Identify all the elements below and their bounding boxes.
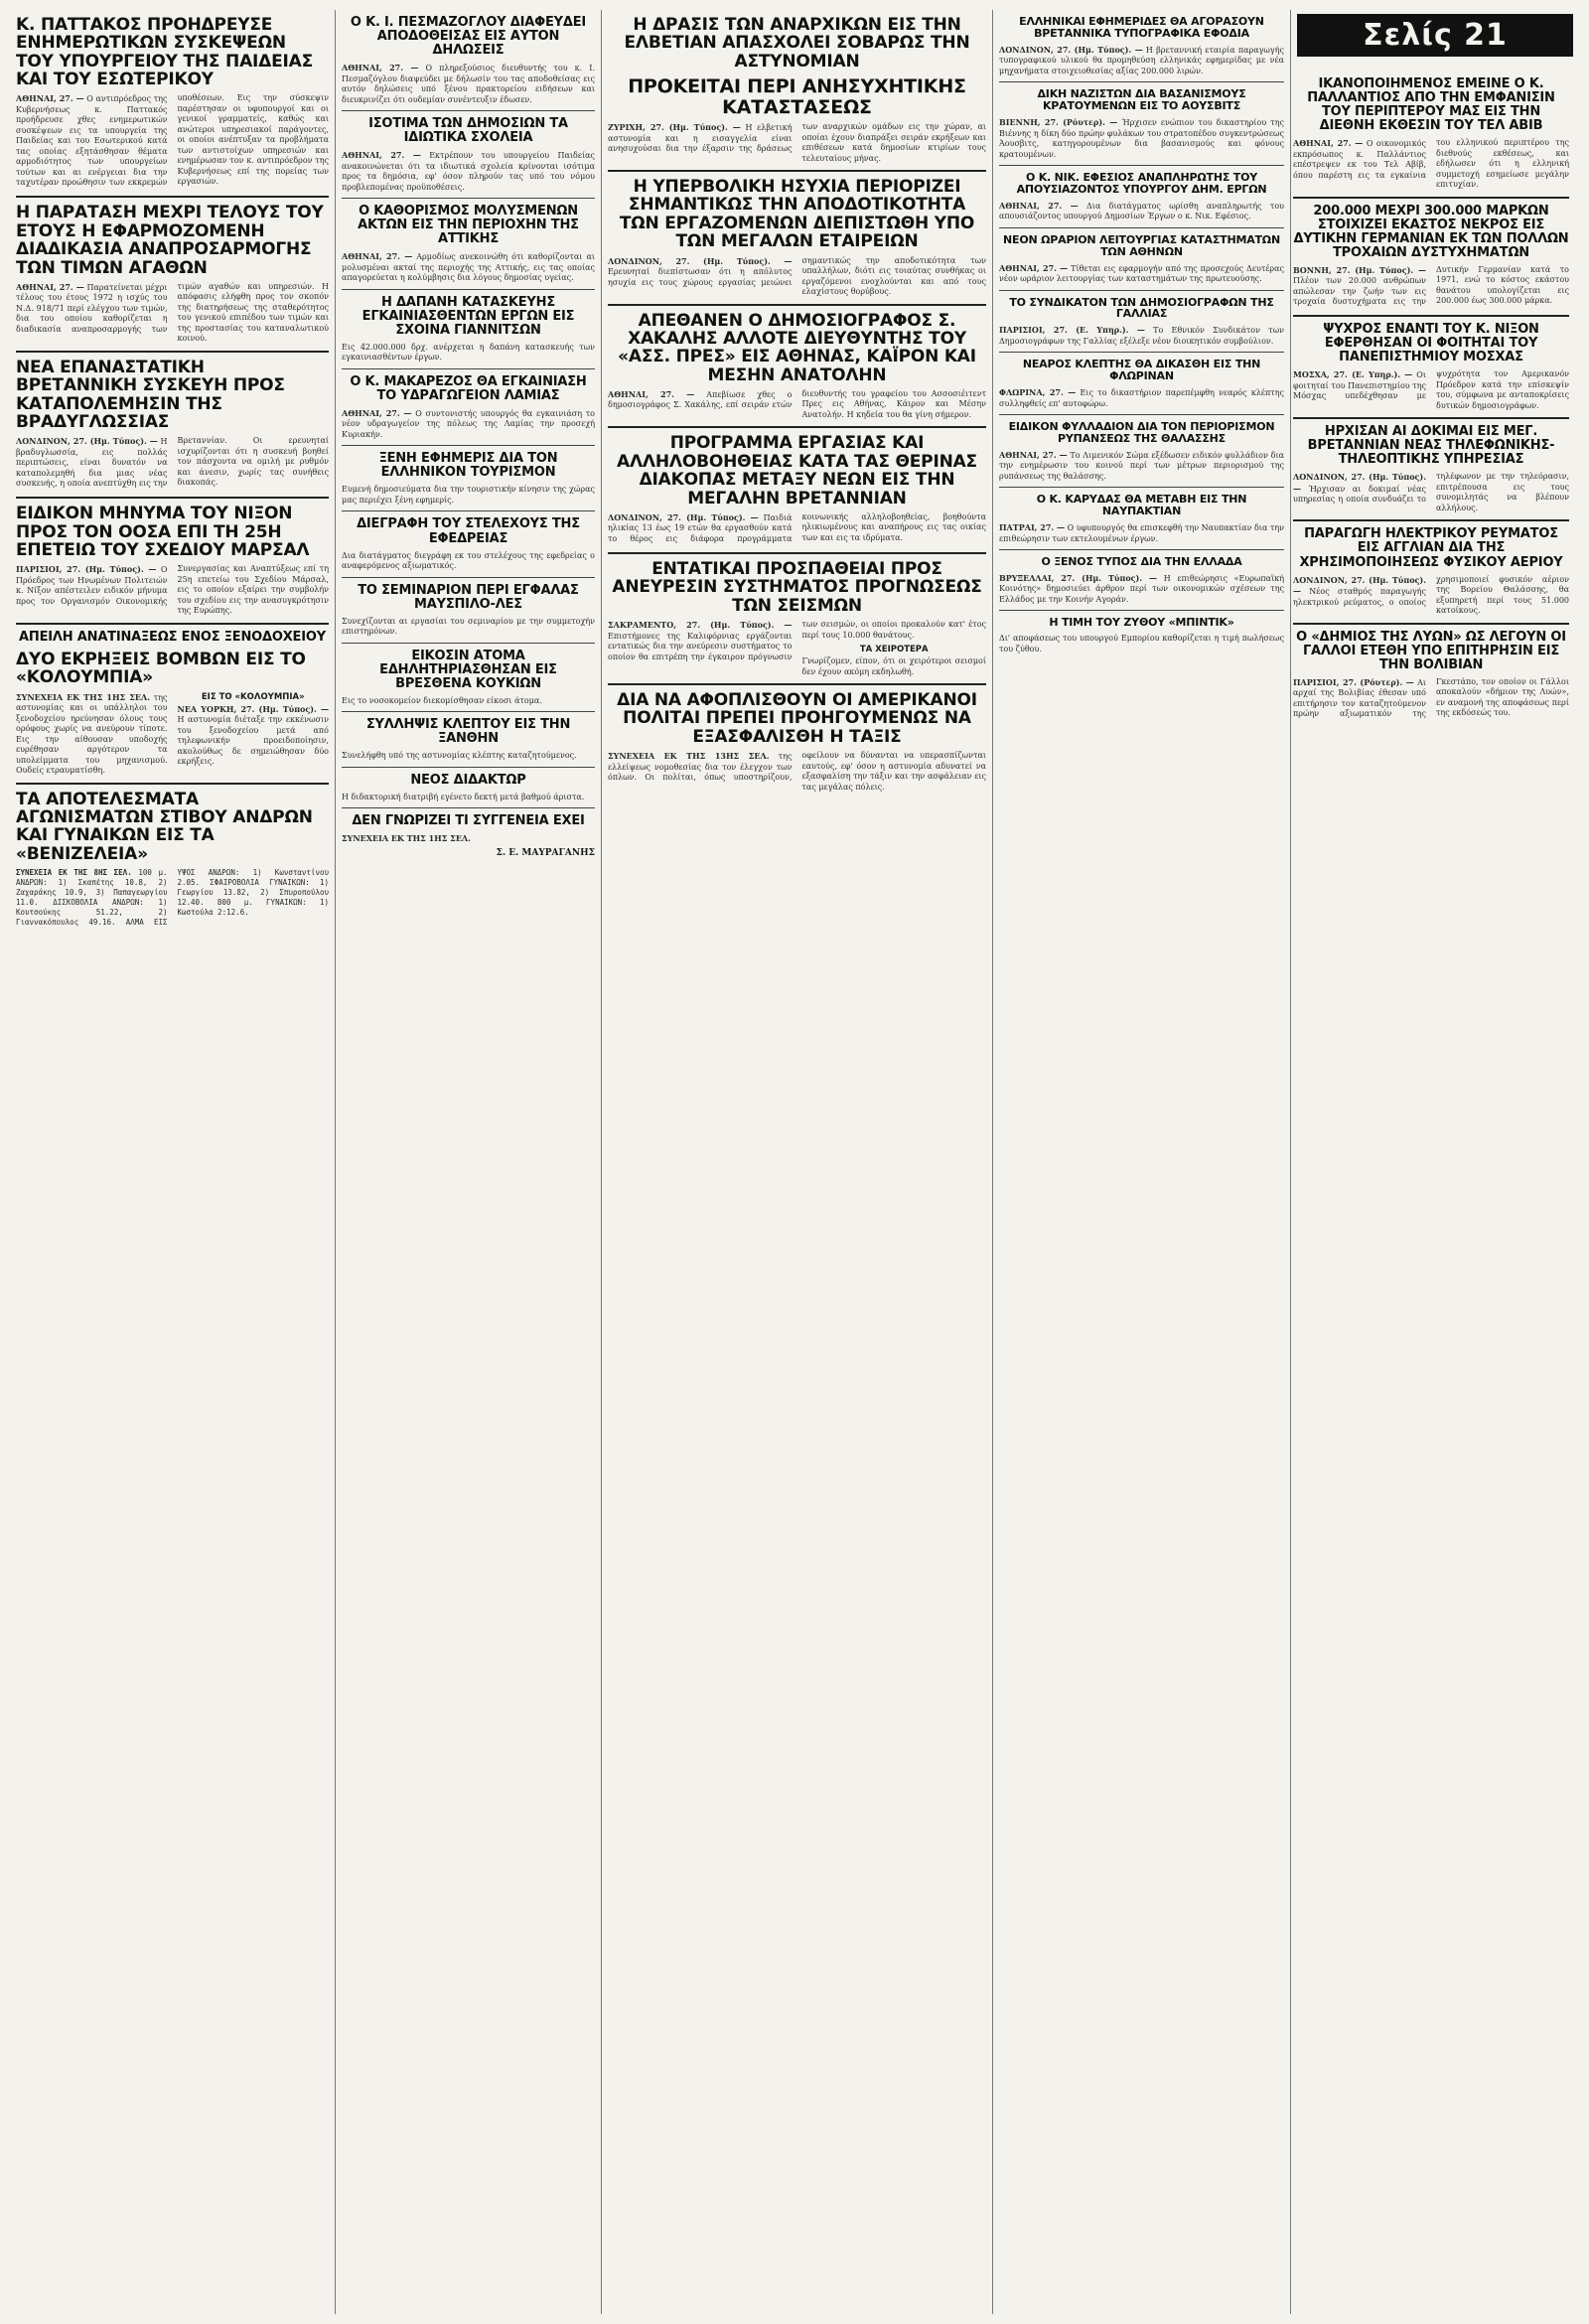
article-text: Επιστήμονες της Καλιφόρνιας εργάζονται εντατικώς δια την ανεύρεσιν συστήματος το οποίον θα επιτρέπη την έγκαιρον πρόγνωσιν των σεισμών, οι οποίοι προκαλούν κατ' έτος περί τους 10.000 θανάτους. — [608, 620, 986, 661]
dateline: ΑΘΗΝΑΙ, 27. — — [342, 407, 412, 418]
dateline: ΛΟΝΔΙΝΟΝ, 27. (Ημ. Τύπος). — — [1293, 472, 1426, 494]
article-text: Η διδακτορική διατριβή εγένετο δεκτή μετά βαθμού άριστα. — [342, 792, 585, 801]
dateline: ΑΘΗΝΑΙ, 27. — — [999, 262, 1069, 273]
article-text: Ο πληρεξούσιος διευθυντής του κ. Ι. Πεσμαζόγλου διαψεύδει με δήλωσίν του τας αποδοθείσας εις αυτόν δηλώσεις υπό ξένου πρακτορείου ειδήσεων και διευκρινίζει ότι ουδεμίαν συνέντευξιν έδωσεν. — [342, 64, 595, 104]
dateline: ΛΟΝΔΙΝΟΝ, 27. (Ημ. Τύπος). — — [608, 255, 793, 266]
article-body — [1293, 575, 1569, 617]
divider — [1293, 197, 1569, 199]
dateline: ΑΘΗΝΑΙ, 27. — — [342, 63, 419, 73]
divider — [608, 304, 986, 306]
dateline: ΒΟΝΝΗ, 27. (Ημ. Τύπος). — — [1293, 264, 1426, 275]
divider — [16, 497, 329, 499]
headline: Η ΤΙΜΗ ΤΟΥ ΖΥΘΟΥ «ΜΠΙΝΤΙΚ» — [1049, 616, 1234, 630]
headline: ΕΝΤΑΤΙΚΑΙ ΠΡΟΣΠΑΘΕΙΑΙ ΠΡΟΣ ΑΝΕΥΡΕΣΙΝ ΣΥΣΤΗΜΑΤΟΣ ΠΡΟΓΝΩΣΕΩΣ ΤΩΝ ΣΕΙΣΜΩΝ — [612, 558, 982, 616]
dateline: ΒΡΥΞΕΛΛΑΙ, 27. (Ημ. Τύπος). — — [999, 572, 1158, 583]
column-3 — [602, 10, 993, 2314]
article-body — [608, 620, 986, 677]
divider — [1293, 417, 1569, 419]
article-text: της ελλείψεως νομοθεσίας δια τον έλεγχον των όπλων. Οι πολίται, όπως υποστηρίζουν, οφείλουν να δύνανται να υπερασπίζωνται εαυτούς, εφ' όσον η αστυνομία αδυνατεί να εξασφαλίση την τάξιν και την ασφάλειαν εις τας μεγάλας πόλεις. — [608, 751, 986, 792]
article-text: Συνεχίζονται αι εργασίαι του σεμιναρίου με την συμμετοχήν επιστημόνων. — [342, 616, 595, 637]
article-text: Η βραδυγλωσσία, εις πολλάς περιπτώσεις, είναι δυνατόν να καταπολεμηθή δια μιας νέας συσκευής, η οποία ανεπτύχθη εις την Βρεταννίαν. Οι ερευνηταί ισχυρίζονται ότι η συσκευή βοηθεί τον πάσχοντα να ομιλή με ρυθμόν και άνεσιν, χωρίς τας συνήθεις διακοπάς. — [16, 436, 329, 489]
article-text: Η ελβετική αστυνομία και η εισαγγελία είναι ανησυχούσαι δια την έξαρσιν της δράσεως των αναρχικών ομάδων εις την χώραν, αι οποίαι έχουν διαπράξει σειράν εκρήξεων και επιθέσεων κατά δημοσίων κτιρίων τους τελευταίους μήνας. — [608, 122, 986, 163]
article-text: Ο οικονομικός εκπρόσωπος κ. Παλλάντιος επέστρεψεν εκ του Τελ Αβίβ, όπου παρέστη εις τα εγκαίνια του ελληνικού περιπτέρου της διεθνούς εκθέσεως, και εδήλωσεν ότι η ελληνική συμμετοχή εσημείωσε μεγάλην επιτυχίαν. — [1293, 138, 1569, 190]
headline: ΞΕΝΗ ΕΦΗΜΕΡΙΣ ΔΙΑ ΤΟΝ ΕΛΛΗΝΙΚΟΝ ΤΟΥΡΙΣΜΟΝ — [378, 451, 558, 481]
article-text: Οι φοιτηταί του Πανεπιστημίου της Μόσχας υπεδέχθησαν με ψυχρότητα τον Αμερικανόν Πρόεδρον κατά την επίσκεψίν του, σύμφωνα με ανταποκρίσεις δυτικών δημοσιογράφων. — [1293, 369, 1569, 410]
byline: Σ. Ε. ΜΑΥΡΑΓΑΝΗΣ — [496, 847, 595, 858]
dateline: ΠΑΤΡΑΙ, 27. — — [999, 522, 1065, 532]
article-text: Συνελήφθη υπό της αστυνομίας κλέπτης καταζητούμενος. — [342, 751, 577, 761]
continuation-note: ΣΥΝΕΧΕΙΑ ΕΚ ΤΗΣ 8ΗΣ ΣΕΛ. — [16, 868, 132, 878]
article-body — [608, 512, 986, 546]
dateline: ΜΟΣΧΑ, 27. (Ε. Υπηρ.). — — [1293, 369, 1413, 380]
article-text: Εκτρέπουν του υπουργείου Παιδείας ανακοινώνεται ότι τα ιδιωτικά σχολεία κρίνονται ισότιμα προς τα δημόσια, εφ' όσον πληρούν τας υπό του νόμου προβλεπομένας προϋποθέσεις. — [342, 151, 595, 192]
article-text: Αρμοδίως ανεκοινώθη ότι καθορίζονται αι μολυσμέναι ακταί της περιοχής της Αττικής, εις τας οποίας απαγορεύεται η κολύμβησις δια λόγους δημοσίας υγείας. — [342, 252, 595, 283]
headline: ΝΕΑ ΕΠΑΝΑΣΤΑΤΙΚΗ ΒΡΕΤΑΝΝΙΚΗ ΣΥΣΚΕΥΗ ΠΡΟΣ ΚΑΤΑΠΟΛΕΜΗΣΙΝ ΤΗΣ ΒΡΑΔΥΓΛΩΣΣΙΑΣ — [16, 357, 285, 432]
divider — [999, 165, 1284, 166]
article-text: Εις το νοσοκομείον διεκομίσθησαν είκοσι άτομα. — [342, 695, 542, 705]
divider — [16, 196, 329, 198]
article-text: Δια διατάγματος ωρίσθη αναπληρωτής του απουσιάζοντος υπουργού Δημοσίων Έργων ο κ. Νικ. Εφέσιος. — [999, 201, 1284, 221]
divider — [999, 81, 1284, 82]
headline: ΤΑ ΑΠΟΤΕΛΕΣΜΑΤΑ ΑΓΩΝΙΣΜΑΤΩΝ ΣΤΙΒΟΥ ΑΝΔΡΩΝ ΚΑΙ ΓΥΝΑΙΚΩΝ ΕΙΣ ΤΑ «ΒΕΝΙΖΕΛΕΙΑ» — [16, 789, 313, 864]
article-body — [16, 692, 329, 777]
article-body — [1293, 677, 1569, 722]
dateline: ΛΟΝΔΙΝΟΝ, 27. (Ημ. Τύπος). — — [1293, 574, 1426, 597]
page-number-badge: Σελίς 21 — [1297, 14, 1573, 57]
headline: ΑΠΕΘΑΝΕΝ Ο ΔΗΜΟΣΙΟΓΡΑΦΟΣ Σ. ΧΑΚΑΛΗΣ ΑΛΛΟΤΕ ΔΙΕΥΘΥΝΤΗΣ ΤΟΥ «ΑΣΣ. ΠΡΕΣ» ΕΙΣ ΑΘΗΝΑΣ, ΚΑΪΡΟΝ ΚΑΙ ΜΕΣΗΝ ΑΝΑΤΟΛΗΝ — [618, 310, 976, 385]
divider — [16, 783, 329, 785]
headline: Ο ΞΕΝΟΣ ΤΥΠΟΣ ΔΙΑ ΤΗΝ ΕΛΛΑΔΑ — [1041, 555, 1242, 568]
divider — [342, 445, 595, 446]
headline: ΝΕΟΣ ΔΙΔΑΚΤΩΡ — [410, 772, 526, 788]
headline: ΔΥΟ ΕΚΡΗΞΕΙΣ ΒΟΜΒΩΝ ΕΙΣ ΤΟ «ΚΟΛΟΥΜΠΙΑ» — [16, 649, 306, 688]
article-text: Εις το δικαστήριον παρεπέμφθη νεαρός κλέπτης συλληφθείς επ' αυτοφώρω. — [999, 388, 1284, 408]
divider — [342, 767, 595, 768]
article-body — [16, 564, 329, 617]
dateline: ΑΘΗΝΑΙ, 27. — — [999, 449, 1068, 460]
divider — [999, 290, 1284, 291]
headline: ΑΠΕΙΛΗ ΑΝΑΤΙΝΑΞΕΩΣ ΕΝΟΣ ΞΕΝΟΔΟΧΕΙΟΥ — [19, 629, 326, 645]
divider — [342, 807, 595, 808]
headline: ΔΙΑ ΝΑ ΑΦΟΠΛΙΣΘΟΥΝ ΟΙ ΑΜΕΡΙΚΑΝΟΙ ΠΟΛΙΤΑΙ ΠΡΕΠΕΙ ΠΡΟΗΓΟΥΜΕΝΩΣ ΝΑ ΕΞΑΣΦΑΛΙΣΘΗ Η ΤΑΞΙΣ — [617, 690, 977, 747]
article-body — [16, 436, 329, 491]
dateline: ΑΘΗΝΑΙ, 27. — — [16, 281, 84, 292]
headline: Ο Κ. ΚΑΡΥΔΑΣ ΘΑ ΜΕΤΑΒΗ ΕΙΣ ΤΗΝ ΝΑΥΠΑΚΤΙΑΝ — [1036, 493, 1247, 518]
headline: ΔΙΕΓΡΑΦΗ ΤΟΥ ΣΤΕΛΕΧΟΥΣ ΤΗΣ ΕΦΕΔΡΕΙΑΣ — [357, 516, 580, 546]
dateline: ΠΑΡΙΣΙΟΙ, 27. (Ε. Υπηρ.). — — [999, 325, 1145, 336]
headline: ΙΚΑΝΟΠΟΙΗΜΕΝΟΣ ΕΜΕΙΝΕ Ο Κ. ΠΑΛΛΑΝΤΙΟΣ ΑΠΟ ΤΗΝ ΕΜΦΑΝΙΣΙΝ ΤΟΥ ΠΕΡΙΠΤΕΡΟΥ ΜΑΣ ΕΙΣ ΤΗΝ ΔΙΕΘΝΗ ΕΚΘΕΣΙΝ ΤΟΥ ΤΕΛ ΑΒΙΒ — [1307, 76, 1555, 134]
headline: ΝΕΑΡΟΣ ΚΛΕΠΤΗΣ ΘΑ ΔΙΚΑΣΘΗ ΕΙΣ ΤΗΝ ΦΛΩΡΙΝΑΝ — [1022, 358, 1261, 383]
article-text: Η επιθεώρησις «Ευρωπαϊκή Κοινότης» δημοσιεύει άρθρον περί των οικονομικών σχέσεων της Ελλάδος με την Κοινήν Αγοράν. — [999, 573, 1285, 604]
article-text: Η βρεταννική εταιρία παραγωγής τυπογραφικού υλικού θα προμηθεύση ελληνικάς εφημερίδας με νέα μηχανήματα στοιχειοθεσίας αξίας 200.000 λιρών. — [999, 45, 1284, 75]
divider — [342, 368, 595, 369]
headline: ΙΣΟΤΙΜΑ ΤΩΝ ΔΗΜΟΣΙΩΝ ΤΑ ΙΔΙΩΤΙΚΑ ΣΧΟΛΕΙΑ — [368, 116, 568, 146]
article-text: Εις 42.000.000 δρχ. ανέρχεται η δαπάνη κατασκευής των εγκαινιασθέντων έργων. — [342, 342, 595, 363]
article-text: Το Λιμενικόν Σώμα εξέδωσεν ειδικόν φυλλάδιον δια την ενημέρωσιν του κοινού περί των μέτρων περιορισμού της ρυπάνσεως της θαλάσσης. — [999, 450, 1285, 481]
divider — [608, 170, 986, 172]
headline: 200.000 ΜΕΧΡΙ 300.000 ΜΑΡΚΩΝ ΣΤΟΙΧΙΖΕΙ ΕΚΑΣΤΟΣ ΝΕΚΡΟΣ ΕΙΣ ΔΥΤΙΚΗΝ ΓΕΡΜΑΝΙΑΝ ΕΚ ΤΩΝ ΠΟΛΛΩΝ ΤΡΟΧΑΙΩΝ ΔΥΣΤΥΧΗΜΑΤΩΝ — [1293, 203, 1569, 260]
divider — [16, 623, 329, 625]
divider — [999, 414, 1284, 415]
divider — [608, 683, 986, 685]
dateline: ΠΑΡΙΣΙΟΙ, 27. (Ρόυτερ). — — [1293, 676, 1414, 687]
dateline: ΑΘΗΝΑΙ, 27. — — [16, 93, 84, 104]
article-text: Ήρχισεν ενώπιον του δικαστηρίου της Βιέννης η δίκη δύο πρώην φυλάκων του στρατοπέδου συγκεντρώσεως Άουσβιτς, κατηγορουμένων δια βασανισμούς και φόνους κρατουμένων. — [999, 118, 1285, 159]
dateline: ΖΥΡΙΧΗ, 27. (Ημ. Τύπος). — — [608, 122, 741, 133]
headline: ΤΟ ΣΕΜΙΝΑΡΙΟΝ ΠΕΡΙ ΕΓΦΑΛΑΣ ΜΑΥΣΠΙΛΟ-ΛΕΣ — [358, 582, 579, 612]
dateline: ΒΙΕΝΝΗ, 27. (Ρόυτερ). — — [999, 117, 1118, 127]
results-text: 100 μ. ΑΝΔΡΩΝ: 1) Σκαπέτης 10.8, 2) Ζαχαράκης 10.9, 3) Παπαγεωργίου 11.0. ΔΙΣΚΟΒΟΛΙΑ ΑΝΔΡΩΝ: 1) Κουτσούκης 51.22, 2) Γιαννακόπουλος 49.16. ΑΛΜΑ ΕΙΣ ΥΨΟΣ ΑΝΔΡΩΝ: 1) Κωνσταντίνου 2.05. ΣΦΑΙΡΟΒΟΛΙΑ ΓΥΝΑΙΚΩΝ: 1) Γεωργίου 13.82, 2) Σπυροπούλου 12.40. 800 μ. ΓΥΝΑΙΚΩΝ: 1) Κωστούλα 2:12.6. — [16, 868, 329, 928]
headline: ΕΛΛΗΝΙΚΑΙ ΕΦΗΜΕΡΙΔΕΣ ΘΑ ΑΓΟΡΑΣΟΥΝ ΒΡΕΤΑΝΝΙΚΑ ΤΥΠΟΓΡΑΦΙΚΑ ΕΦΟΔΙΑ — [1019, 15, 1264, 40]
article-text: Ερευνηταί διεπίστωσαν ότι η απόλυτος ησυχία εις τους χώρους εργασίας μειώνει σημαντικώς την αποδοτικότητα των υπαλλήλων, διότι εις τοιαύτας συνθήκας οι εργαζόμενοι ενοχλούνται και από τους ελαχίστους θορύβους. — [608, 255, 986, 297]
article-body — [608, 389, 986, 421]
divider — [1293, 315, 1569, 317]
subheading: ΤΑ ΧΕΙΡΟΤΕΡΑ — [859, 645, 929, 654]
headline: Ο Κ. Ι. ΠΕΣΜΑΖΟΓΛΟΥ ΔΙΑΦΕΥΔΕΙ ΑΠΟΔΟΘΕΙΣΑΣ ΕΙΣ ΑΥΤΟΝ ΔΗΛΩΣΕΙΣ — [350, 15, 587, 59]
divider — [342, 711, 595, 712]
dateline: ΑΘΗΝΑΙ, 27. — — [608, 388, 695, 399]
article-text: Τίθεται εις εφαρμογήν από της προσεχούς Δευτέρας νέον ωράριον λειτουργίας των καταστημάτων της πρωτευούσης. — [999, 263, 1284, 283]
dateline: ΛΟΝΔΙΝΟΝ, 27. (Ημ. Τύπος). — — [999, 44, 1143, 55]
article-text: Απεβίωσε χθες ο δημοσιογράφος Σ. Χακάλης, επί σειράν ετών διευθυντής του γραφείου του Ασσοσιέιτεντ Πρες εις Αθήνας, Κάιρον και Μέσην Ανατολήν. Η κηδεία του θα γίνη σήμερον. — [608, 388, 986, 419]
dateline: ΛΟΝΔΙΝΟΝ, 27. (Ημ. Τύπος). — — [16, 436, 158, 447]
article-text: Ο αντιπρόεδρος της Κυβερνήσεως κ. Παττακός προήδρευσε χθες ενημερωτικών συσκέψεων εις τα υπουργεία της Παιδείας και του Εσωτερικού κατά τας οποίας εξητάσθησαν θέματα αρμοδιότητος των υπουργείων τούτων και αι ενέργειαι δια την ταχυτέραν προώθησιν των εκκρεμών υποθέσεων. Εις την σύσκεψιν παρέστησαν οι υφυπουργοί και οι γενικοί γραμματείς, καθώς και ανώτεροι υπηρεσιακοί παράγοντες, οι οποίοι ανέπτυξαν τα προβλήματα των αντιστοίχων υπηρεσιών και ενημέρωσαν τον κ. αντιπρόεδρον της Κυβερνήσεως επί της πορείας των εργασιών. — [16, 93, 329, 188]
dateline: ΣΑΚΡΑΜΕΝΤΟ, 27. (Ημ. Τύπος). — — [608, 620, 793, 630]
divider — [999, 549, 1284, 550]
subheading: ΕΙΣ ΤΟ «ΚΟΛΟΥΜΠΙΑ» — [201, 691, 305, 702]
article-text: Παιδιά ηλικίας 13 έως 19 ετών θα εργασθούν κατά το θέρος εις διάφορα προγράμματα κοινωνικής αλληλοβοηθείας, βοηθούντα ηλικιωμένους και αναπήρους εις τας οικίας των και εις τα ιδρύματα. — [608, 511, 986, 543]
divider — [342, 110, 595, 111]
headline: Η ΔΡΑΣΙΣ ΤΩΝ ΑΝΑΡΧΙΚΩΝ ΕΙΣ ΤΗΝ ΕΛΒΕΤΙΑΝ ΑΠΑΣΧΟΛΕΙ ΣΟΒΑΡΩΣ ΤΗΝ ΑΣΤΥΝΟΜΙΑΝ — [624, 15, 970, 72]
continuation-note: ΣΥΝΕΧΕΙΑ ΕΚ ΤΗΣ 1ΗΣ ΣΕΛ. — [342, 833, 471, 844]
divider — [342, 510, 595, 511]
article-text: Δια διατάγματος διεγράφη εκ του στελέχους της εφεδρείας ο αναφερόμενος αξιωματικός. — [342, 550, 595, 571]
article-body — [16, 93, 329, 190]
divider — [1293, 519, 1569, 521]
headline: ΤΟ ΣΥΝΔΙΚΑΤΟΝ ΤΩΝ ΔΗΜΟΣΙΟΓΡΑΦΩΝ ΤΗΣ ΓΑΛΛΙΑΣ — [1009, 295, 1274, 321]
divider — [999, 352, 1284, 353]
divider — [342, 643, 595, 644]
article-text: Η αστυνομία διέταξε την εκκένωσιν του ξενοδοχείου μετά από τηλεφωνικήν προειδοποίησιν, ακολούθως δε σημειώθησαν δύο εκρήξεις. — [177, 715, 329, 767]
divider — [342, 289, 595, 290]
headline: ΕΙΚΟΣΙΝ ΑΤΟΜΑ ΕΔΗΛΗΤΗΡΙΑΣΘΗΣΑΝ ΕΙΣ ΒΡΕΣΘΕΝΑ ΚΟΥΚΙΩΝ — [379, 648, 557, 691]
continuation-note: ΣΥΝΕΧΕΙΑ ΕΚ ΤΗΣ 1ΗΣ ΣΕΛ. — [16, 691, 150, 702]
headline: ΠΡΟΓΡΑΜΜΑ ΕΡΓΑΣΙΑΣ ΚΑΙ ΑΛΛΗΛΟΒΟΗΘΕΙΑΣ ΚΑΤΑ ΤΑΣ ΘΕΡΙΝΑΣ ΔΙΑΚΟΠΑΣ ΜΕΤΑΞΥ ΝΕΩΝ ΕΙΣ ΤΗΝ ΜΕΓΑΛΗΝ ΒΡΕΤΑΝΝΙΑΝ — [617, 433, 977, 508]
divider — [999, 227, 1284, 228]
article-body — [608, 751, 986, 793]
article-body — [608, 122, 986, 164]
article-body — [1293, 369, 1569, 411]
article-text: Αι αρχαί της Βολιβίας έθεσαν υπό επιτήρησιν τον καταζητούμενον πρώην αξιωματικόν της Γκεστάπο, τον οποίον οι Γάλλοι αποκαλούν «δήμιον της Λυών», εν αναμονή της αποφάσεως περί της εκδόσεώς του. — [1293, 676, 1569, 719]
article-text: Ευμενή δημοσιεύματα δια την τουριστικήν κίνησιν της χώρας μας περιέχει ξένη εφημερίς. — [342, 485, 595, 505]
article-text: Πλέον των 20.000 ανθρώπων απώλεσαν την ζωήν των εις τροχαία δυστυχήματα εις την Δυτικήν Γερμανίαν κατά το 1971, ενώ το κόστος εκάστου θανάτου υπολογίζεται εις 200.000 έως 300.000 μάρκα. — [1293, 264, 1569, 307]
headline: ΕΙΔΙΚΟΝ ΦΥΛΛΑΔΙΟΝ ΔΙΑ ΤΟΝ ΠΕΡΙΟΡΙΣΜΟΝ ΡΥΠΑΝΣΕΩΣ ΤΗΣ ΘΑΛΑΣΣΗΣ — [1008, 420, 1275, 445]
headline: Η ΔΑΠΑΝΗ ΚΑΤΑΣΚΕΥΗΣ ΕΓΚΑΙΝΙΑΣΘΕΝΤΩΝ ΕΡΓΩΝ ΕΙΣ ΣΧΟΙΝΑ ΓΙΑΝΝΙΤΣΩΝ — [361, 294, 575, 338]
article-text: Ο υφυπουργός θα επισκεφθή την Ναυπακτίαν δια την επιθεώρησιν των εκτελουμένων έργων. — [999, 523, 1284, 543]
divider — [608, 552, 986, 554]
headline: Ο «ΔΗΜΙΟΣ ΤΗΣ ΛΥΩΝ» ΩΣ ΛΕΓΟΥΝ ΟΙ ΓΑΛΛΟΙ ΕΤΕΘΗ ΥΠΟ ΕΠΙΤΗΡΗΣΙΝ ΕΙΣ ΤΗΝ ΒΟΛΙΒΙΑΝ — [1296, 629, 1566, 672]
dateline: ΠΑΡΙΣΙΟΙ, 27. (Ημ. Τύπος). — — [16, 564, 157, 575]
article-text: Δι' αποφάσεως του υπουργού Εμπορίου καθορίζεται η τιμή πωλήσεως του ζύθου. — [999, 634, 1284, 654]
article-text: της αστυνομίας και οι υπάλληλοι του ξενοδοχείου ηρεύνησαν όλους τους ορόφους χωρίς να ανεύρουν τίποτε. Εις την αίθουσαν υποδοχής ευρέθησαν αργότερον τα υπολείμματα του μηχανισμού. Ουδείς ετραυματίσθη. — [16, 692, 168, 776]
dateline: ΛΟΝΔΙΝΟΝ, 27. (Ημ. Τύπος). — — [608, 511, 759, 522]
dateline: ΦΛΩΡΙΝΑ, 27. — — [999, 387, 1077, 397]
article-text: Γνωρίζομεν, είπον, ότι οι χειρότεροι σεισμοί δεν έχουν ακόμη εκδηλωθή. — [801, 656, 986, 676]
article-text: Το Εθνικόν Συνδικάτον των Δημοσιογράφων της Γαλλίας εξέλεξε νέον διοικητικόν συμβούλιον. — [999, 326, 1284, 346]
headline: ΔΕΝ ΓΝΩΡΙΖΕΙ ΤΙ ΣΥΓΓΕΝΕΙΑ ΕΧΕΙ — [352, 813, 585, 829]
divider — [608, 426, 986, 428]
article-body — [1293, 472, 1569, 513]
article-body — [608, 256, 986, 298]
headline: Η ΥΠΕΡΒΟΛΙΚΗ ΗΣΥΧΙΑ ΠΕΡΙΟΡΙΖΕΙ ΣΗΜΑΝΤΙΚΩΣ ΤΗΝ ΑΠΟΔΟΤΙΚΟΤΗΤΑ ΤΩΝ ΕΡΓΑΖΟΜΕΝΩΝ ΔΙΕΠΙΣΤΩΘΗ ΥΠΟ ΤΩΝ ΜΕΓΑΛΩΝ ΕΤΑΙΡΕΙΩΝ — [619, 177, 975, 252]
dateline: ΑΘΗΝΑΙ, 27. — — [1293, 138, 1364, 149]
headline: Ο Κ. ΝΙΚ. ΕΦΕΣΙΟΣ ΑΝΑΠΛΗΡΩΤΗΣ ΤΟΥ ΑΠΟΥΣΙΑΖΟΝΤΟΣ ΥΠΟΥΡΓΟΥ ΔΗΜ. ΕΡΓΩΝ — [1016, 171, 1267, 196]
headline: ΔΙΚΗ ΝΑΖΙΣΤΩΝ ΔΙΑ ΒΑΣΑΝΙΣΜΟΥΣ ΚΡΑΤΟΥΜΕΝΩΝ ΕΙΣ ΤΟ ΑΟΥΣΒΙΤΣ — [1037, 87, 1246, 113]
article-text: Ήρχισαν αι δοκιμαί νέας υπηρεσίας η οποία συνδυάζει το τηλέφωνον με την τηλεόρασιν, επιτρέπουσα εις τους συνομιλητάς να βλέπουν αλλήλους. — [1293, 472, 1569, 512]
divider — [16, 351, 329, 353]
headline: Ο Κ. ΜΑΚΑΡΕΖΟΣ ΘΑ ΕΓΚΑΙΝΙΑΣΗ ΤΟ ΥΔΡΑΓΩΓΕΙΟΝ ΛΑΜΙΑΣ — [350, 373, 587, 403]
dateline: ΑΘΗΝΑΙ, 27. — — [342, 251, 413, 262]
column-2 — [336, 10, 602, 2314]
article-text: Ο συντονιστής υπουργός θα εγκαινιάση το νέον υδραγωγείον της πόλεως της Λαμίας την προσεχή Κυριακήν. — [342, 408, 595, 439]
headline: ΠΡΟΚΕΙΤΑΙ ΠΕΡΙ ΑΝΗΣΥΧΗΤΙΚΗΣ ΚΑΤΑΣΤΑΣΕΩΣ — [628, 75, 966, 118]
headline: Κ. ΠΑΤΤΑΚΟΣ ΠΡΟΗΔΡΕΥΣΕ ΕΝΗΜΕΡΩΤΙΚΩΝ ΣΥΣΚΕΨΕΩΝ ΤΟΥ ΥΠΟΥΡΓΕΙΟΥ ΤΗΣ ΠΑΙΔΕΙΑΣ ΚΑΙ ΤΟΥ ΕΣΩΤΕΡΙΚΟΥ — [16, 15, 314, 90]
dateline: ΑΘΗΝΑΙ, 27. — — [999, 200, 1079, 211]
headline: ΕΙΔΙΚΟΝ ΜΗΝΥΜΑ ΤΟΥ ΝΙΞΟΝ ΠΡΟΣ ΤΟΝ ΟΟΣΑ ΕΠΙ ΤΗ 25Η ΕΠΕΤΕΙΩ ΤΟΥ ΣΧΕΔΙΟΥ ΜΑΡΣΑΛ — [16, 504, 310, 561]
headline: ΣΥΛΛΗΨΙΣ ΚΛΕΠΤΟΥ ΕΙΣ ΤΗΝ ΞΑΝΘΗΝ — [365, 717, 571, 747]
article-text: Ο Πρόεδρος των Ηνωμένων Πολιτειών κ. Νίξον απέστειλεν ειδικόν μήνυμα προς τον Οργανισμόν Οικονομικής Συνεργασίας και Αναπτύξεως επί τη 25η επετείω του Σχεδίου Μάρσαλ, εις το οποίον εξαίρει την συμβολήν του σχεδίου εις την ανασυγκρότησιν της Ευρώπης. — [16, 564, 329, 616]
headline: ΠΑΡΑΓΩΓΗ ΗΛΕΚΤΡΙΚΟΥ ΡΕΥΜΑΤΟΣ ΕΙΣ ΑΓΓΛΙΑΝ ΔΙΑ ΤΗΣ ΧΡΗΣΙΜΟΠΟΙΗΣΕΩΣ ΦΥΣΙΚΟΥ ΑΕΡΙΟΥ — [1299, 526, 1563, 570]
article-body — [1293, 138, 1569, 191]
continuation-note: ΣΥΝΕΧΕΙΑ ΕΚ ΤΗΣ 13ΗΣ ΣΕΛ. — [608, 751, 770, 762]
column-5-stories — [1293, 72, 1569, 721]
dateline: ΑΘΗΝΑΙ, 27. — — [342, 150, 421, 161]
column-4 — [993, 10, 1291, 2314]
divider — [342, 577, 595, 578]
article-body — [1293, 265, 1569, 310]
divider — [999, 610, 1284, 611]
headline: Ο ΚΑΘΟΡΙΣΜΟΣ ΜΟΛΥΣΜΕΝΩΝ ΑΚΤΩΝ ΕΙΣ ΤΗΝ ΠΕΡΙΟΧΗΝ ΤΗΣ ΑΤΤΙΚΗΣ — [358, 204, 579, 247]
article-body — [16, 282, 329, 345]
divider — [1293, 623, 1569, 625]
headline: ΗΡΧΙΣΑΝ ΑΙ ΔΟΚΙΜΑΙ ΕΙΣ ΜΕΓ. ΒΡΕΤΑΝΝΙΑΝ ΝΕΑΣ ΤΗΛΕΦΩΝΙΚΗΣ-ΤΗΛΕΟΠΤΙΚΗΣ ΥΠΗΡΕΣΙΑΣ — [1307, 424, 1555, 468]
article-text: Νέος σταθμός παραγωγής ηλεκτρικού ρεύματος, ο οποίος χρησιμοποιεί φυσικόν αέριον της Βορείου Θαλάσσης, θα εξυπηρετή περί τους 51.000 κατοίκους. — [1293, 574, 1569, 616]
divider — [999, 487, 1284, 488]
divider — [342, 198, 595, 199]
article-body — [16, 868, 329, 928]
headline: Η ΠΑΡΑΤΑΣΗ ΜΕΧΡΙ ΤΕΛΟΥΣ ΤΟΥ ΕΤΟΥΣ Η ΕΦΑΡΜΟΖΟΜΕΝΗ ΔΙΑΔΙΚΑΣΙΑ ΑΝΑΠΡΟΣΑΡΜΟΓΗΣ ΤΩΝ ΤΙΜΩΝ ΑΓΑΘΩΝ — [16, 203, 324, 278]
headline: ΝΕΟΝ ΩΡΑΡΙΟΝ ΛΕΙΤΟΥΡΓΙΑΣ ΚΑΤΑΣΤΗΜΑΤΩΝ ΤΩΝ ΑΘΗΝΩΝ — [1003, 232, 1280, 258]
article-text: Παρατείνεται μέχρι τέλους του έτους 1972 η ισχύς του Ν.Δ. 918/71 περί ελέγχου των τιμών, δια του οποίου καθορίζεται η διαδικασία αναπροσαρμογής των τιμών αγαθών και υπηρεσιών. Η απόφασις ελήφθη προς τον σκοπόν της διατηρήσεως της σταθερότητος του γενικού επιπέδου των τιμών και της προστασίας του καταναλωτικού κοινού. — [16, 281, 329, 344]
dateline: ΝΕΑ ΥΟΡΚΗ, 27. (Ημ. Τύπος). — — [177, 703, 329, 714]
headline: ΨΥΧΡΟΣ ΕΝΑΝΤΙ ΤΟΥ Κ. ΝΙΞΟΝ ΕΦΕΡΘΗΣΑΝ ΟΙ ΦΟΙΤΗΤΑΙ ΤΟΥ ΠΑΝΕΠΙΣΤΗΜΙΟΥ ΜΟΣΧΑΣ — [1323, 322, 1539, 365]
column-1 — [10, 10, 336, 2314]
